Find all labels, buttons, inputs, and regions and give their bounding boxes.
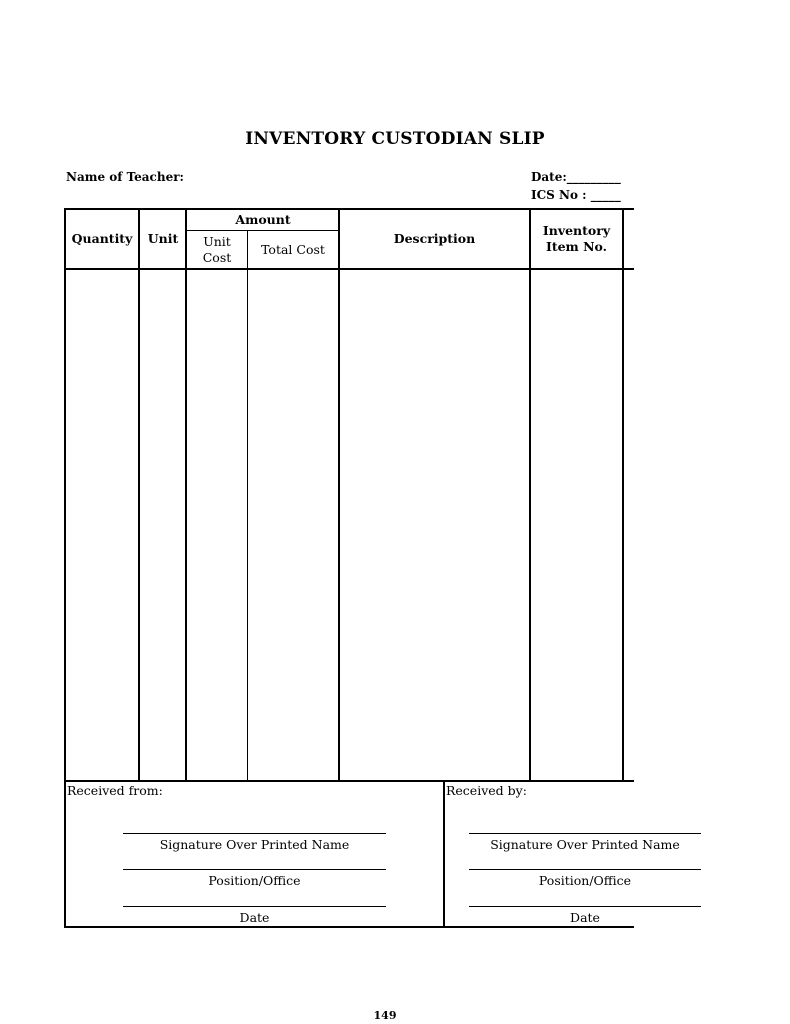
page-title: INVENTORY CUSTODIAN SLIP — [245, 129, 545, 149]
received-by-label: Received by: — [446, 783, 527, 798]
date-label-left: Date — [239, 910, 270, 925]
col-total-cost: Total Cost — [261, 242, 325, 257]
position-label-left: Position/Office — [208, 873, 301, 888]
signature-label-right: Signature Over Printed Name — [490, 837, 680, 852]
col-amount: Amount — [235, 212, 291, 227]
signature-line-right — [469, 833, 701, 834]
date-line-right — [469, 906, 701, 907]
footer-bottom-border — [64, 926, 634, 928]
signature-label-left: Signature Over Printed Name — [159, 837, 350, 852]
col-description: Description — [393, 231, 476, 246]
col-inventory-line2: Item No. — [545, 239, 608, 254]
received-from-label: Received from: — [67, 783, 163, 798]
col-divider-quantity — [138, 208, 140, 782]
table-header-divider — [64, 268, 634, 270]
col-divider-total-cost — [338, 208, 340, 782]
position-line-right — [469, 869, 701, 870]
page-number: 149 — [373, 1009, 397, 1022]
position-label-right: Position/Office — [538, 873, 632, 888]
col-inventory-line1: Inventory — [542, 223, 611, 238]
date-label-right: Date — [570, 910, 600, 925]
table-top-border — [64, 208, 634, 210]
table-left-border — [64, 208, 66, 928]
col-quantity: Quantity — [71, 231, 133, 246]
signature-line-left — [123, 833, 386, 834]
table-bottom-border — [64, 780, 634, 782]
teacher-name-label: Name of Teacher: — [66, 170, 184, 184]
col-divider-unit — [185, 208, 187, 782]
ics-number-label: ICS No : _____ — [531, 188, 621, 202]
position-line-left — [123, 869, 386, 870]
date-line-left — [123, 906, 386, 907]
col-unit: Unit — [147, 231, 179, 246]
footer-divider — [443, 780, 445, 928]
col-divider-unit-cost — [247, 231, 248, 782]
table-right-border — [622, 208, 624, 782]
date-label: Date:_________ — [531, 170, 621, 184]
col-unit-cost-line1: Unit — [203, 234, 231, 249]
col-unit-cost-line2: Cost — [202, 250, 232, 265]
amount-subdivider — [186, 230, 339, 231]
col-divider-description — [529, 208, 531, 782]
